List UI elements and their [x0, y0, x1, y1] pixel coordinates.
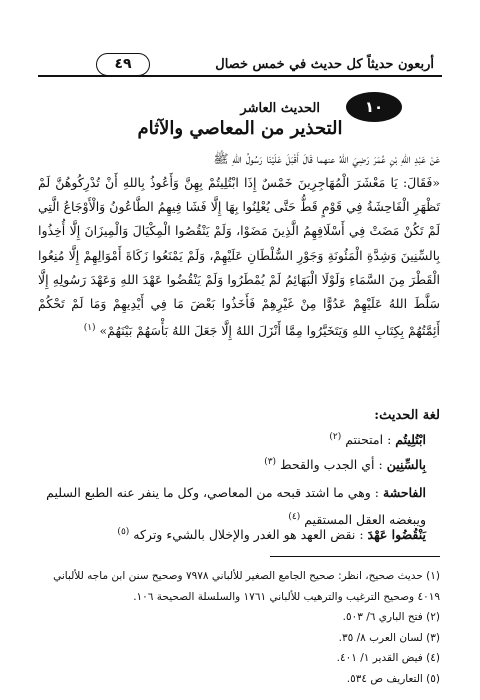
footnote-ref: (٢): [329, 432, 342, 442]
hadith-narration: عَنْ عَبْدِ اللهِ بْنِ عُمَرَ رَضِيَ اللهُ عنهما قَالَ أَقْبَلَ عَلَيْنَا رَسُولُ اللهِ ﷺ: [213, 151, 440, 166]
hadith-text: «فَقَالَ: يَا مَعْشَرَ الْمُهَاجِرِينَ خَمْسٌ إِذَا ابْتُلِيتُمْ بِهِنَّ وَأَعُوذُ بِاللهِ أَنْ تُدْرِكُوهُنَّ لَمْ تَظْهَرِ الْفَاحِشَةُ فِي قَوْمٍ قَطُّ حَتَّى يُعْلِنُوا بِهَا إِلَّا فَشَا فِيهِمُ الطَّاعُونُ وَالْأَوْجَاعُ الَّتِي لَمْ تَكُنْ مَضَتْ فِي أَسْلَافِهِمُ الَّذِينَ مَضَوْا، وَلَمْ يَنْقُصُوا الْمِكْيَالَ وَالْمِيزَانَ إِلَّا أُخِذُوا بِالسِّنِينَ وَشِدَّةِ الْمَئُونَةِ وَجَوْرِ السُّلْطَانِ عَلَيْهِمْ، وَلَمْ يَمْنَعُوا زَكَاةَ أَمْوَالِهِمْ إِلَّا مُنِعُوا الْقَطْرَ مِنَ السَّمَاءِ وَلَوْلَا الْبَهَائِمُ لَمْ يُمْطَرُوا وَلَمْ يَنْقُضُوا عَهْدَ اللهِ وَعَهْدَ رَسُولِهِ إِلَّا سَلَّطَ اللهُ عَلَيْهِمْ عَدُوًّا مِنْ غَيْرِهِمْ فَأَخَذُوا بَعْضَ مَا فِي أَيْدِيهِمْ وَمَا لَمْ تَحْكُمْ أَئِمَّتُهُمْ بِكِتَابِ اللهِ وَيَتَخَيَّرُوا مِمَّا أَنْزَلَ اللهُ إِلَّا جَعَلَ اللهُ بَأْسَهُمْ بَيْنَهُمْ»: [38, 175, 440, 339]
hadith-label: الحديث العاشر: [240, 101, 320, 116]
header-rule: [38, 75, 442, 77]
language-heading: لغة الحديث:: [374, 408, 440, 423]
gloss-definition: : أي الجدب والقحط: [280, 457, 383, 473]
footnote-ref: (٣): [264, 457, 277, 467]
footnote: (٥) التعاريف ص ٥٣٤.: [346, 672, 440, 685]
footnotes: [40, 566, 440, 689]
hadith-title: التحذير من المعاصي والآثام: [137, 118, 343, 139]
footnote-rule: [270, 556, 440, 557]
gloss-definition: : نقض العهد هو الغدر والإخلال بالشيء وتركه: [133, 527, 364, 543]
gloss-definition: : وهي ما اشتد قبحه من المعاصي، وكل ما ينفر عنه الطبع السليم ويبغضه العقل المستقيم: [46, 485, 426, 528]
gloss-term: بِالسِّنِين: [386, 457, 426, 473]
footnote-ref: (٤): [288, 512, 301, 522]
page-number: ٤٩: [96, 53, 150, 76]
hadith-number-badge: ١٠: [346, 92, 402, 122]
gloss-item: [38, 481, 426, 532]
hadith-text-block: [38, 171, 440, 344]
footnote: (٤) فيض القدير ١/ ٤٠١.: [336, 652, 440, 664]
footnote: (١) حديث صحيح، انظر: صحيح الجامع الصغير للألباني ٧٩٧٨ وصحيح سنن ابن ماجه للألباني ٤٠١٩ وصحيح الترغيب والترهيب للألباني ١٧٦١ والسلسلة الصحيحة ١٠٦.: [53, 570, 440, 603]
running-title: أربعون حديثاً كل حديث في خمس خصال: [215, 57, 434, 72]
gloss-definition: : امتحنتم: [345, 432, 392, 448]
gloss-term: ابْتُلِيتُم: [395, 432, 426, 448]
gloss-term: الفاحشة: [383, 485, 426, 500]
gloss-term: يَنْقُضُوا عَهْدَ: [367, 527, 426, 543]
page-header: [38, 52, 442, 82]
footnote: (٢) فتح الباري ٦/ ٥٠٣.: [342, 611, 440, 623]
footnote-ref: (٥): [117, 527, 130, 537]
gloss-item: [264, 457, 426, 472]
footnote-ref: (١): [83, 323, 96, 334]
gloss-item: [117, 527, 426, 542]
footnote: (٣) لسان العرب ٨/ ٣٥.: [338, 631, 440, 644]
gloss-item: [329, 432, 426, 447]
